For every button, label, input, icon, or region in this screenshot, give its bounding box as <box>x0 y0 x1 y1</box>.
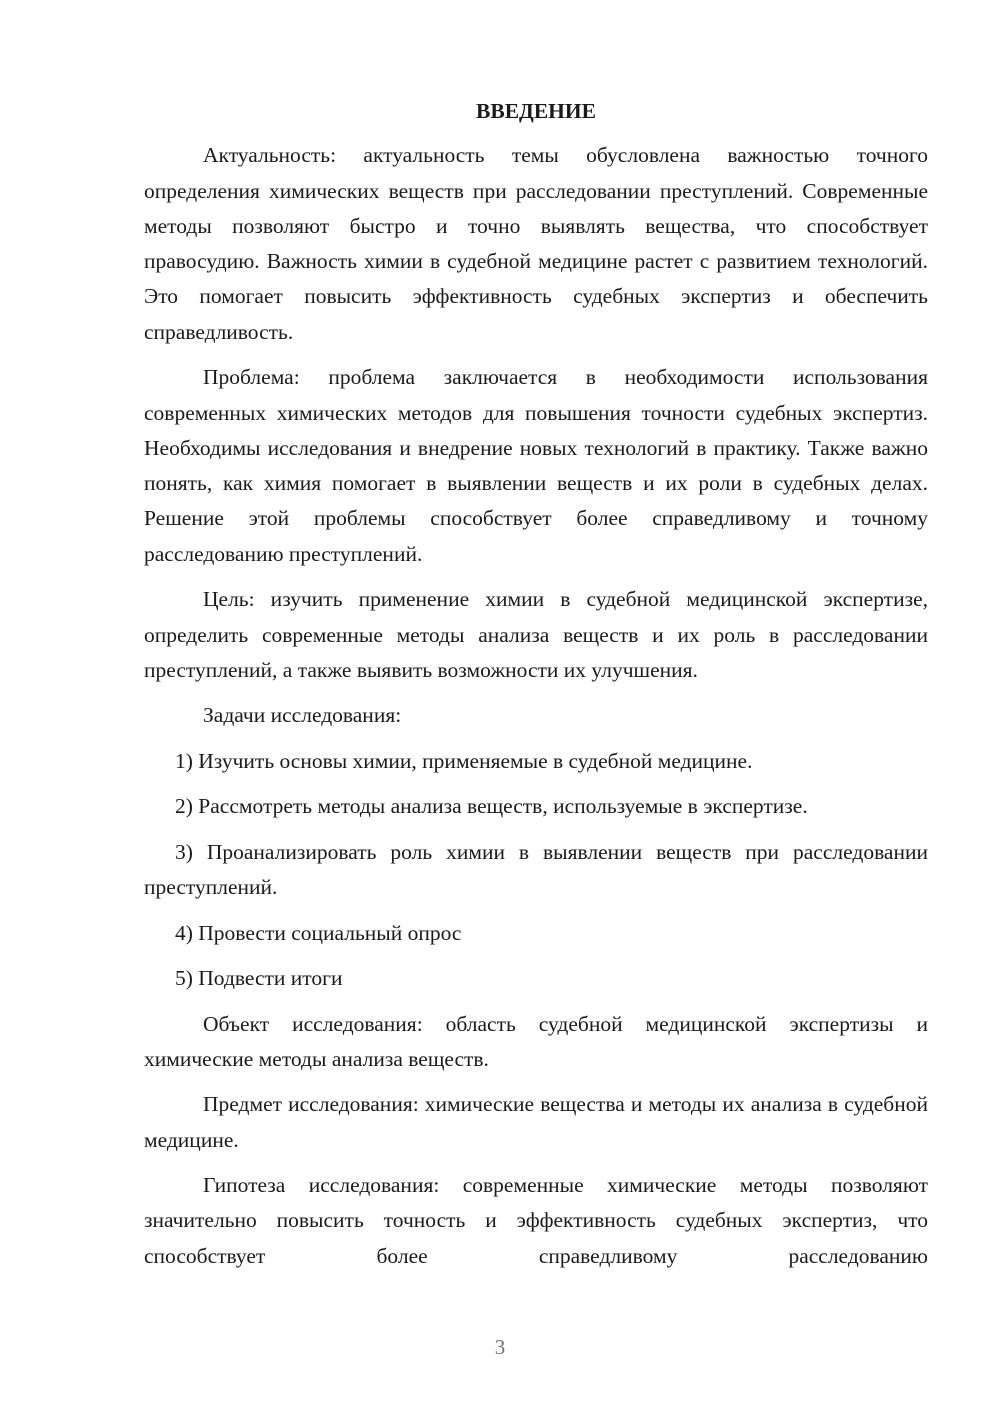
list-item: 1) Изучить основы химии, применяемые в судебной медицине. <box>175 748 753 773</box>
list-item: 4) Провести социальный опрос <box>175 920 462 945</box>
hypothesis-paragraph: Гипотеза исследования: современные химические методы позволяют значительно повысить точность и эффективность судебных экспертиз, что способствует более справедливому расследованию <box>144 1173 928 1268</box>
page-title: ВВЕДЕНИЕ <box>476 99 596 123</box>
list-item: 5) Подвести итоги <box>175 966 343 991</box>
goal-paragraph: Цель: изучить применение химии в судебной медицинской экспертизе, определить современные методы анализа веществ и их роль в расследовании преступлений, а также выявить возможности их улучшения. <box>144 587 928 682</box>
list-item: 2) Рассмотреть методы анализа веществ, используемые в экспертизе. <box>175 794 808 819</box>
tasks-list <box>144 744 928 997</box>
page-number: 3 <box>494 1335 506 1359</box>
object-paragraph: Объект исследования: область судебной медицинской экспертизы и химические методы анализа веществ. <box>144 1011 928 1071</box>
problem-paragraph: Проблема: проблема заключается в необходимости использования современных химических методов для повышения точности судебных экспертиз. Необходимы исследования и внедрение новых технологий в практику. Также важно понять, как химия помогает в выявлении веществ и их роли в судебных делах. Решение этой проблемы способствует более справедливому и точному расследованию преступлений. <box>144 365 928 566</box>
subject-paragraph: Предмет исследования: химические вещества и методы их анализа в судебной медицине. <box>144 1092 928 1152</box>
list-item: 3) Проанализировать роль химии в выявлении веществ при расследовании преступлений. <box>144 839 928 900</box>
relevance-paragraph: Актуальность: актуальность темы обусловлена важностью точного определения химических веществ при расследовании преступлений. Современные методы позволяют быстро и точно выявлять вещества, что способствует правосудию. Важность химии в судебной медицине растет с развитием технологий. Это помогает повысить эффективность судебных экспертиз и обеспечить справедливость. <box>144 143 928 344</box>
page-body <box>144 94 928 1274</box>
tasks-heading: Задачи исследования: <box>203 703 402 728</box>
